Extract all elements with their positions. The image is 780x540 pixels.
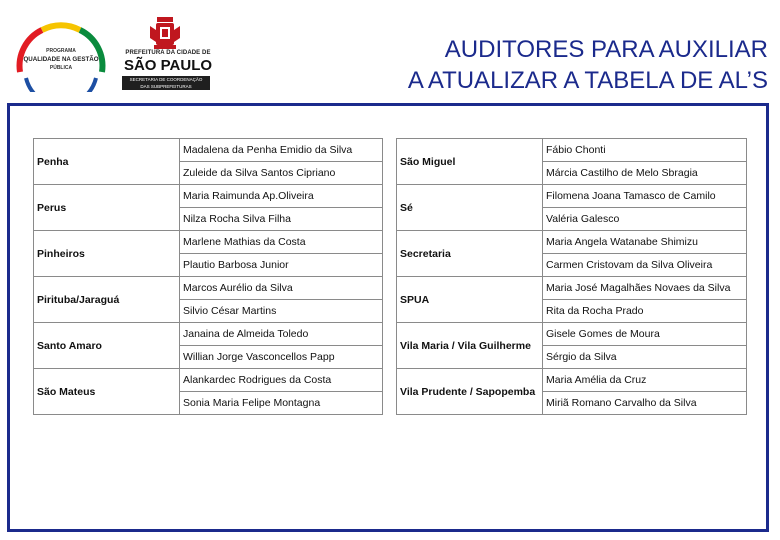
auditors-table-left: [33, 138, 383, 415]
programa-logo-line1: PROGRAMA: [46, 48, 76, 54]
auditor-name: Marcos Aurélio da Silva: [180, 277, 383, 300]
coat-of-arms-icon: [148, 16, 182, 50]
region-name: São Mateus: [34, 369, 180, 415]
region-name: São Miguel: [397, 139, 543, 185]
auditor-name: Maria Raimunda Ap.Oliveira: [180, 185, 383, 208]
gestao-emblem-icon: [12, 20, 110, 92]
auditor-name: Madalena da Penha Emidio da Silva: [180, 139, 383, 162]
auditor-name: Janaina de Almeida Toledo: [180, 323, 383, 346]
table-row: [397, 369, 747, 392]
slide-header: [0, 0, 780, 100]
auditor-name: Willian Jorge Vasconcellos Papp: [180, 346, 383, 369]
programa-qualidade-logo: [12, 20, 110, 92]
auditor-name: Gisele Gomes de Moura: [543, 323, 747, 346]
region-name: Vila Maria / Vila Guilherme: [397, 323, 543, 369]
region-name: Santo Amaro: [34, 323, 180, 369]
secretaria-line1: SECRETARIA DE COORDENAÇÃO: [129, 77, 203, 82]
auditor-name: Miriã Romano Carvalho da Silva: [543, 392, 747, 415]
prefeitura-city-name: SÃO PAULO: [123, 57, 213, 74]
auditor-name: Zuleide da Silva Santos Cipriano: [180, 162, 383, 185]
table-row: [34, 369, 383, 392]
region-name: Perus: [34, 185, 180, 231]
table-row: [34, 231, 383, 254]
auditor-name: Alankardec Rodrigues da Costa: [180, 369, 383, 392]
auditors-table-right: [396, 138, 747, 415]
auditor-name: Sonia Maria Felipe Montagna: [180, 392, 383, 415]
auditor-name: Sérgio da Silva: [543, 346, 747, 369]
auditor-name: Rita da Rocha Prado: [543, 300, 747, 323]
region-name: Pirituba/Jaraguá: [34, 277, 180, 323]
region-name: Secretaria: [397, 231, 543, 277]
table-row: [397, 185, 747, 208]
slide-title-line2: A ATUALIZAR A TABELA DE AL’S: [407, 67, 768, 94]
table-row: [34, 277, 383, 300]
table-row: [34, 185, 383, 208]
region-name: Vila Prudente / Sapopemba: [397, 369, 543, 415]
auditor-name: Carmen Cristovam da Silva Oliveira: [543, 254, 747, 277]
prefeitura-secretaria-band: [122, 76, 210, 90]
auditor-name: Nilza Rocha Silva Filha: [180, 208, 383, 231]
auditor-name: Silvio César Martins: [180, 300, 383, 323]
auditor-name: Plautio Barbosa Junior: [180, 254, 383, 277]
auditor-name: Filomena Joana Tamasco de Camilo: [543, 185, 747, 208]
programa-logo-line3: PÚBLICA: [49, 65, 73, 71]
prefeitura-sao-paulo-logo: [118, 16, 218, 94]
table-row: [34, 323, 383, 346]
region-name: Penha: [34, 139, 180, 185]
region-name: Pinheiros: [34, 231, 180, 277]
prefeitura-line1: PREFEITURA DA CIDADE DE: [125, 50, 211, 56]
auditor-name: Fábio Chonti: [543, 139, 747, 162]
auditor-name: Márcia Castilho de Melo Sbragia: [543, 162, 747, 185]
region-name: SPUA: [397, 277, 543, 323]
auditor-name: Maria Angela Watanabe Shimizu: [543, 231, 747, 254]
table-row: [397, 139, 747, 162]
auditor-name: Maria José Magalhães Novaes da Silva: [543, 277, 747, 300]
table-row: [397, 231, 747, 254]
slide-title: [408, 34, 768, 96]
region-name: Sé: [397, 185, 543, 231]
table-row: [34, 139, 383, 162]
programa-logo-line2: QUALIDADE NA GESTÃO: [23, 56, 99, 63]
auditor-name: Valéria Galesco: [543, 208, 747, 231]
slide-title-line1: AUDITORES PARA AUXILIAR: [444, 36, 768, 63]
secretaria-line2: DAS SUBPREFEITURAS: [140, 84, 192, 89]
auditor-name: Marlene Mathias da Costa: [180, 231, 383, 254]
table-row: [397, 277, 747, 300]
auditor-name: Maria Amélia da Cruz: [543, 369, 747, 392]
table-row: [397, 323, 747, 346]
